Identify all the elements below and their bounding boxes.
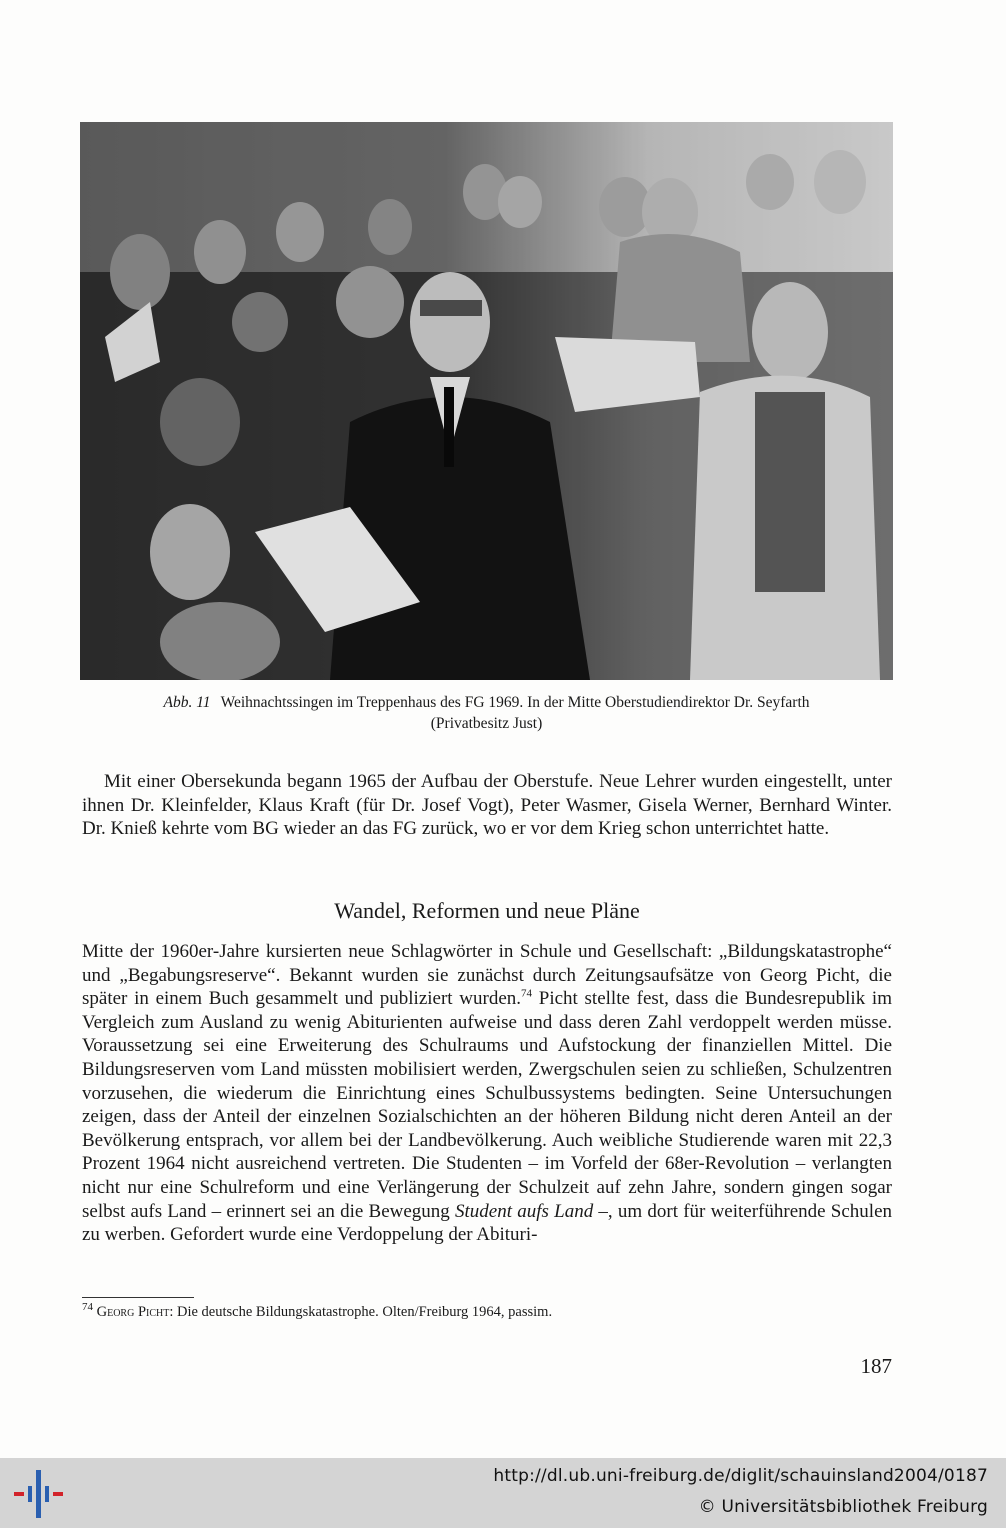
paragraph-oberstufe: Mit einer Obersekunda begann 1965 der Aufbau der Oberstufe. Neue Lehrer wurden eingestellt, unter ihnen Dr. Kleinfelder, Klaus Kraft (für Dr. Josef Vogt), Peter Wasmer, Gisela Werner, Bernhard Winter. Dr. Knieß kehrte vom BG wieder an das FG zurück, wo er vor dem Krieg schon unterrichtet hatte. — [82, 771, 892, 840]
figure-caption — [80, 692, 893, 734]
figure-label: Abb. 11 — [163, 694, 211, 711]
footnote-author: Georg Picht — [96, 1304, 170, 1320]
footnote-text: : Die deutsche Bildungskatastrophe. Olten/Freiburg 1964, passim. — [169, 1304, 553, 1320]
ub-freiburg-logo-icon[interactable] — [14, 1466, 64, 1520]
footnote-number: 74 — [82, 1301, 93, 1314]
emphasis-text: Student aufs Land — [455, 1200, 594, 1222]
footnote-reference[interactable]: 74 — [521, 987, 533, 1000]
footnote — [82, 1301, 892, 1321]
page-number: 187 — [860, 1354, 892, 1378]
caption-credit: (Privatbesitz Just) — [430, 715, 543, 732]
copyright-notice: © Universitätsbibliothek Freiburg — [698, 1497, 988, 1517]
paragraph-text-2: Picht stellte fest, dass die Bundesrepublik im Vergleich zum Ausland zu wenig Abiturienten aufweise und dass deren Zahl verdoppelt werden müsse. Voraussetzung sei eine Erweiterung des Schulraums und Aufstockung der finanziellen Mittel. Die Bildungsreserven vom Land müssten mobilisiert werden, Zwergschulen seien zu schließen, Schulzentren vorzusehen, die wiederum die Einrichtung eines Schulbussystems bedingten. Seine Untersuchungen zeigen, dass der Anteil der einzelnen Sozialschichten an der höheren Bildung nicht deren Anteil an der Bevölkerung entsprach, vor allem bei der Landbevölkerung. Auch weibliche Studierende waren mit 22,3 Prozent 1964 nicht ausreichend vertreten. Die Studenten – im Vorfeld der 68er-Revolution – verlangten nicht nur eine Schulreform und eine Verlängerung der Schulzeit auf zehn Jahre, sondern gingen sogar selbst aufs Land – erinnert sei an die Bewegung — [82, 988, 892, 1222]
photo-image — [80, 122, 893, 680]
caption-text: Weihnachtssingen im Treppenhaus des FG 1969. In der Mitte Oberstudiendirektor Dr. Seyfarth — [220, 694, 810, 711]
paragraph-text-3: –, um dort für weiterführende Schulen zu werben. Gefordert wurde eine Verdoppelung der Abituri- — [82, 1200, 893, 1246]
paragraph-reformen — [82, 940, 892, 1247]
section-heading: Wandel, Reformen und neue Pläne — [334, 898, 640, 923]
paragraph-text-1: Mitte der 1960er-Jahre kursierten neue Schlagwörter in Schule und Gesellschaft: „Bildungskatastrophe“ und „Begabungsreserve“. Bekannt wurden sie zunächst durch Zeitungsaufsätze von Georg Picht, die später in einem Buch gesammelt und publiziert wurden. — [82, 941, 892, 1010]
historic-photo — [80, 122, 893, 680]
footnote-divider — [82, 1297, 194, 1298]
source-url-link[interactable]: http://dl.ub.uni-freiburg.de/diglit/schauinsland2004/0187 — [493, 1466, 988, 1486]
